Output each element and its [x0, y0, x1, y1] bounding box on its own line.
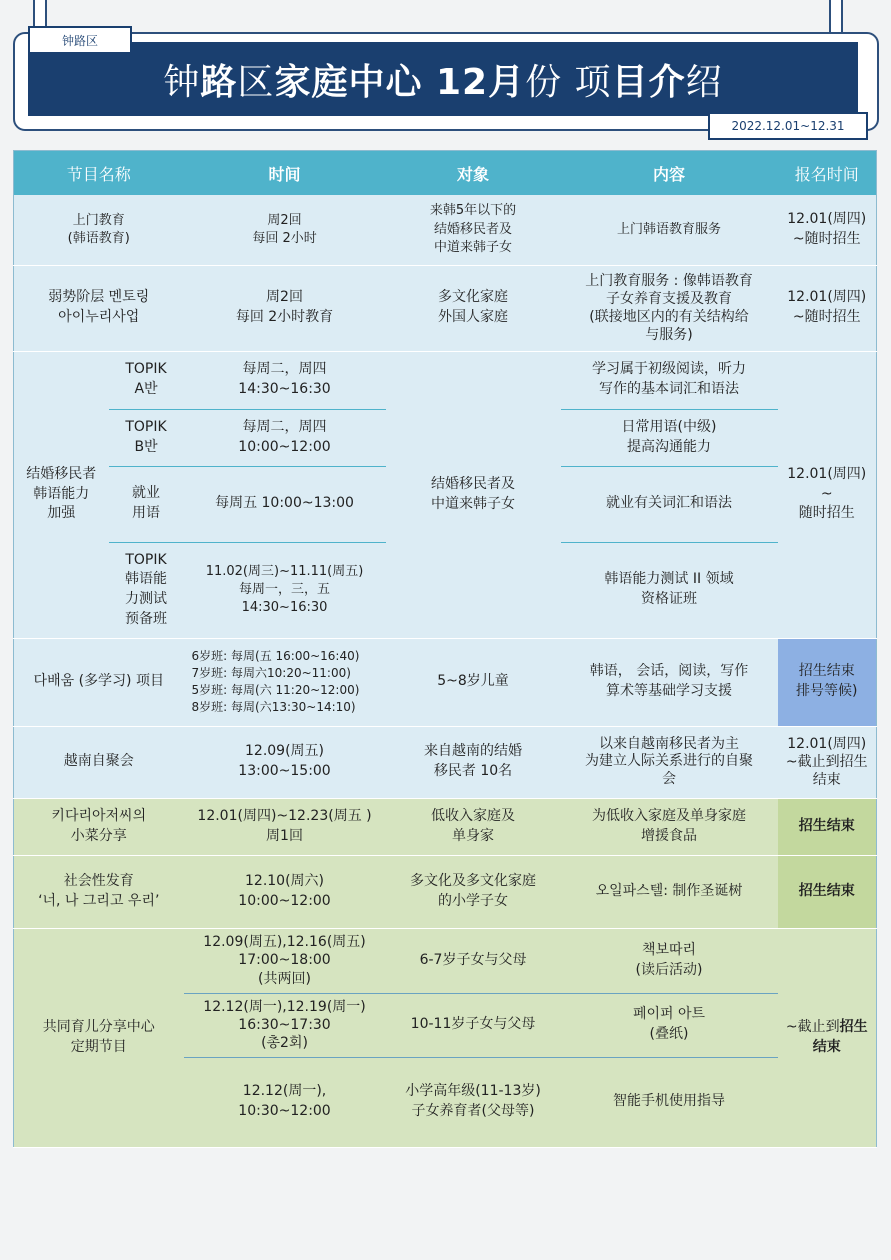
table-row	[14, 195, 877, 265]
col-header-signup: 报名时间	[778, 151, 877, 196]
program-time: 12.09(周五) 13:00~15:00	[184, 726, 386, 798]
program-content: 日常用语(中级) 提高沟通能力	[561, 409, 778, 466]
title-part: 钟	[163, 61, 201, 103]
program-time: 12.12(周一),12.19(周一) 16:30~17:30 (총2회)	[184, 993, 386, 1057]
program-subname: 就业 用语	[109, 466, 184, 542]
program-content: 오일파스텔: 制作圣诞树	[561, 855, 778, 928]
program-content: 就业有关词汇和语法	[561, 466, 778, 542]
col-header-name: 节目名称	[14, 151, 184, 196]
district-tag: 钟路区	[28, 26, 132, 54]
program-content: 韩语能力测试 II 领域 资格证班	[561, 542, 778, 638]
table-row	[14, 855, 877, 928]
program-name: 共同育儿分享中心 定期节目	[14, 928, 184, 1147]
program-name: 越南自聚会	[14, 726, 184, 798]
program-subname: TOPIK B반	[109, 409, 184, 466]
program-time: 6岁班: 每周(五 16:00~16:40) 7岁班: 每周六10:20~11:00) 5岁班: 每周(六 11:20~12:00) 8岁班: 每周(六13:30~14:10)	[184, 638, 386, 726]
table-row	[14, 351, 877, 409]
table-row	[14, 798, 877, 855]
title-part: 区	[237, 61, 275, 103]
title-part: 目介	[611, 61, 686, 103]
program-name: 弱势阶层 멘토링 아이누리사업	[14, 265, 184, 351]
signup-prefix: ~截止到	[785, 1018, 840, 1035]
program-signup: 招生结束 排号等候)	[778, 638, 877, 726]
signup-bold: 招生 结束	[812, 1018, 868, 1055]
program-content: 上门教育服务 : 像韩语教育 子女养育支援及教育 (联接地区内的有关结构给 与服务)	[561, 265, 778, 351]
program-target: 多文化及多文化家庭 的小学子女	[386, 855, 561, 928]
program-table	[13, 150, 877, 1148]
title-part: 项	[574, 61, 612, 103]
program-content: 페이퍼 아트 (叠纸)	[561, 993, 778, 1057]
title-part: 12月	[422, 61, 526, 103]
col-header-target: 对象	[386, 151, 561, 196]
program-signup: 12.01(周四) ~随时招生	[778, 195, 877, 265]
program-time: 12.01(周四)~12.23(周五 ) 周1回	[184, 798, 386, 855]
program-time: 11.02(周三)~11.11(周五) 每周一，三，五 14:30~16:30	[184, 542, 386, 638]
program-target: 5~8岁儿童	[386, 638, 561, 726]
program-target: 来自越南的结婚 移民者 10名	[386, 726, 561, 798]
program-time: 12.09(周五),12.16(周五) 17:00~18:00 (共两回)	[184, 928, 386, 993]
table-row	[14, 726, 877, 798]
program-subname: TOPIK 韩语能 力测试 预备班	[109, 542, 184, 638]
program-signup	[778, 928, 877, 1147]
title-part: 份	[525, 61, 575, 103]
program-content: 韩语， 会话，阅读，写作 算术等基础学习支援	[561, 638, 778, 726]
program-time: 12.10(周六) 10:00~12:00	[184, 855, 386, 928]
program-content: 책보따리 (读后活动)	[561, 928, 778, 993]
table-row	[14, 265, 877, 351]
table-header	[14, 151, 877, 196]
program-name: 上门教育 (韩语教育)	[14, 195, 184, 265]
program-signup: 12.01(周四) ~截止到招生 结束	[778, 726, 877, 798]
title-part: 路	[200, 61, 238, 103]
program-target: 结婚移民者及 中道来韩子女	[386, 351, 561, 638]
table-row	[14, 638, 877, 726]
program-signup: 招生结束	[778, 798, 877, 855]
program-content: 上门韩语教育服务	[561, 195, 778, 265]
program-content: 智能手机使用指导	[561, 1057, 778, 1147]
program-content: 以来自越南移民者为主 为建立人际关系进行的自聚 会	[561, 726, 778, 798]
program-time: 每周五 10:00~13:00	[184, 466, 386, 542]
col-header-content: 内容	[561, 151, 778, 196]
program-name: 结婚移民者 韩语能力 加强	[14, 351, 109, 638]
program-target: 6-7岁子女与父母	[386, 928, 561, 993]
page-title	[28, 42, 858, 116]
program-target: 多文化家庭 外国人家庭	[386, 265, 561, 351]
program-content: 为低收入家庭及单身家庭 增援食品	[561, 798, 778, 855]
program-name: 다배움 (多学习) 项目	[14, 638, 184, 726]
program-target: 低收入家庭及 单身家	[386, 798, 561, 855]
program-target: 小学高年级(11-13岁) 子女养育者(父母等)	[386, 1057, 561, 1147]
program-content: 学习属于初级阅读，听力 写作的基本词汇和语法	[561, 351, 778, 409]
program-name: 키다리아저씨의 小菜分享	[14, 798, 184, 855]
program-time: 每周二，周四 10:00~12:00	[184, 409, 386, 466]
title-part: 家庭中心	[274, 61, 423, 103]
program-time: 12.12(周一), 10:30~12:00	[184, 1057, 386, 1147]
col-header-time: 时间	[184, 151, 386, 196]
program-subname: TOPIK A반	[109, 351, 184, 409]
table-row	[14, 928, 877, 993]
date-range: 2022.12.01~12.31	[708, 112, 868, 140]
program-signup: 12.01(周四) ~随时招生	[778, 265, 877, 351]
program-time: 周2回 每回 2小时教育	[184, 265, 386, 351]
program-target: 10-11岁子女与父母	[386, 993, 561, 1057]
program-signup: 12.01(周四) ~ 随时招生	[778, 351, 877, 638]
program-name: 社会性发育 ‘너, 나 그리고 우리’	[14, 855, 184, 928]
program-signup: 招生结束	[778, 855, 877, 928]
program-target: 来韩5年以下的 结婚移民者及 中道来韩子女	[386, 195, 561, 265]
program-time: 周2回 每回 2小时	[184, 195, 386, 265]
title-part: 绍	[685, 61, 723, 103]
program-time: 每周二，周四 14:30~16:30	[184, 351, 386, 409]
